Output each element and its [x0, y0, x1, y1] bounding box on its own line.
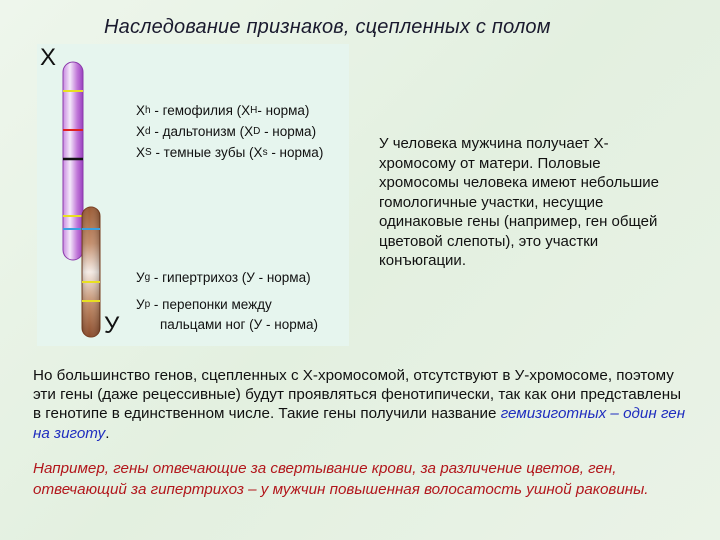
- hemizygous-paragraph: Но большинство генов, сцепленных с Х-хромосомой, отсутствуют в У-хромосоме, поэтому эти гены (даже рецессивные) будут проявляться фенотипически, так как они представлены в генотипе в единственном числе. Такие гены получили название гемизиготных – один ген на зиготу.: [33, 367, 686, 442]
- gene-hemophilia: $X^h$ - гемофилия ($Х^Н-$ норма): [136, 103, 310, 118]
- gene-webbed-toes: $У^p$ - перепонки между: [136, 297, 272, 312]
- page-title: Наследование признаков, сцепленных с полом: [104, 16, 551, 38]
- y-chromosome-label: У: [104, 312, 120, 339]
- gene-webbed-toes-continued: пальцами ног (У - норма): [160, 317, 319, 332]
- gene-color-blindness: $X^d$ - дальтонизм ($Х^D$ - норма): [136, 124, 317, 139]
- side-explanation-text: У человека мужчина получает Х-хромосому от матери. Половые хромосомы человека имеют небольшие гомологичные участки, несущие одинаковые гены (например, ген общей цветовой слепоты), это участки конъюгации.: [379, 135, 659, 269]
- gene-hypertrichosis: $У^g$ - гипертрихоз (У - норма): [136, 270, 311, 285]
- gene-dark-teeth: $X^S$ - темные зубы ($Х^s$ - норма): [136, 145, 324, 160]
- x-chromosome-label: Х: [40, 44, 57, 71]
- example-paragraph: Например, гены отвечающие за свертывание крови, за различение цветов, ген, отвечающий за гипертрихоз – у мужчин повышенная волосатость ушной раковины.: [33, 460, 649, 498]
- hemizygous-term: гемизиготных – один ген на зиготу: [33, 405, 686, 442]
